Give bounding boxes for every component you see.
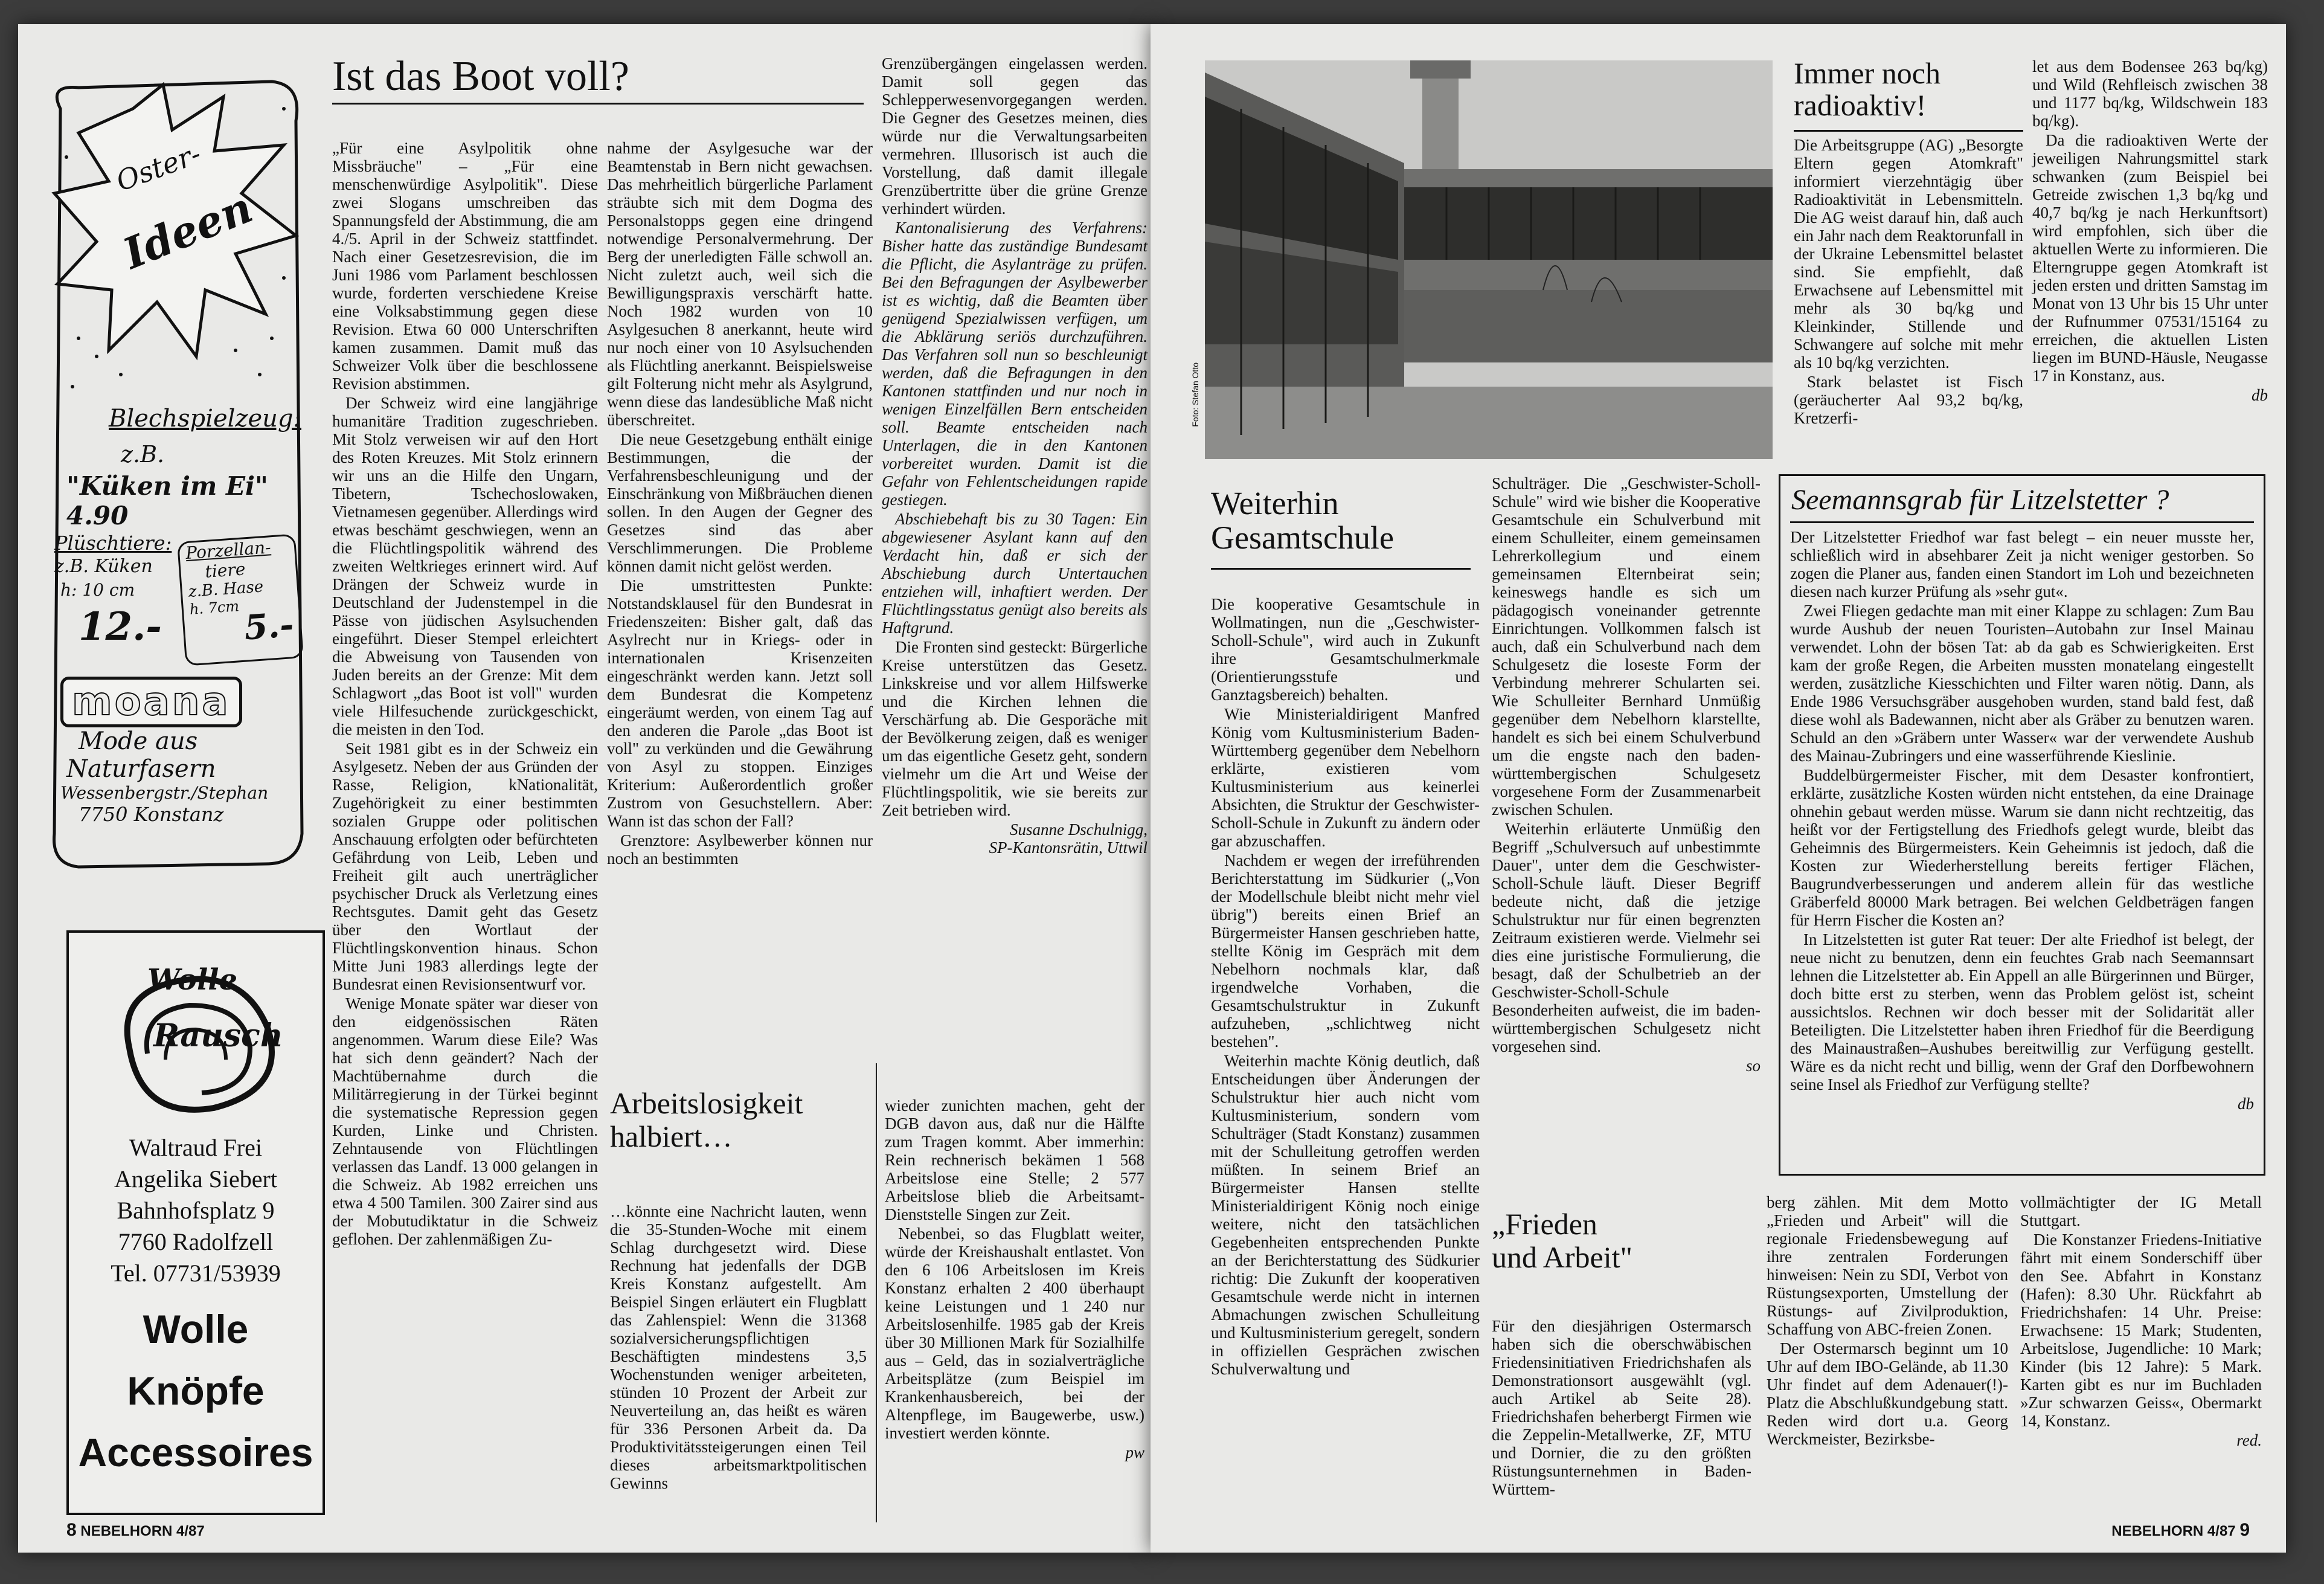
frieden-sign: red. [2236,1431,2262,1449]
easter-title-1: Oster- [112,137,205,198]
school-building-image [1205,60,1773,459]
boot-headline-rule [332,103,864,105]
arbeit-sign: pw [1125,1443,1144,1461]
moana-line-2: Naturfasern [66,755,216,783]
arbeit-headline-1: Arbeitslosigkeit [610,1086,803,1120]
boot-column-2 [607,139,873,869]
right-footer [2111,1520,2250,1541]
moana-box [60,677,290,858]
left-page-number: 8 [66,1520,77,1540]
boot-column-1 [332,139,598,1249]
radio-c1-p1: Die Arbeitsgruppe (AG) „Besorgte Eltern gegen Atomkraft" informiert vierzehntägig über Radioaktivität in Lebensmitteln. Die AG weist darauf hin, daß auch ein Jahr nach dem Reaktorunfall in der Ukraine Lebensmittel belastet sind. Sie empfiehlt, daß Erwachsene auf Lebensmittel mit mehr als 30 bq/kg und Kleinkinder, Stillende und Schwangere auf solche mit mehr als 10 bq/kg verzichten. [1794,136,2023,372]
plush-1: Plüschtiere: [54,532,172,555]
seemann-p2: Zwei Fliegen gedachte man mit einer Klappe zu schlagen: Zum Bau wurde Aushub der neuen Touristen–Autobahn zur Insel Mainau verwendet. Lohn der bösen Tat: ab da gab es Schwierigkeiten. Erst kam der große Regen, die Arbeiten mussten monatelang eingestellt werden, zusätzliche Kiesschichten und Filter waren nötig. Dann, als Ende 1986 Versuchsgräber ausgehoben wurden, stand bald fest, daß diese wohl als Badewannen, nicht aber als Gräber zu benutzen waren. Schuld an den »Gräbern unter Wasser« war der verwendete Aushub des Mainau-Zubringers und eine wasserführende Kieslinie. [1790,602,2254,765]
radio-sign: db [2252,386,2268,404]
frieden-c2-p2: Der Ostermarsch beginnt um 10 Uhr auf dem IBO-Gelände, ab 11.30 Uhr findet auf dem Adenauer(!)-Platz die Abschlußkundgebung statt. Reden wird dort u.a. Georg Werckmeister, Bezirksbe- [1767,1339,2008,1448]
radio-column-2 [2032,57,2268,404]
arbeit-column-1 [610,1202,867,1493]
frieden-headline-1: „Frieden [1492,1207,1597,1241]
right-magazine-name: NEBELHORN 4/87 [2111,1523,2236,1539]
seemann-body [1780,523,2264,1113]
frieden-headline-2: und Arbeit" [1492,1240,1632,1274]
moana-line-4: 7750 Konstanz [79,803,224,826]
arbeit-c2-p1: wieder zunichten machen, geht der DGB davon aus, daß nur die Hälfte zum Tragen kommt. Aber immerhin: Rein rechnerisch bekämen 1 568 Arbeitslose eine Stelle; 2 577 Arbeitslose blieb die Arbeitsamt-Dienststelle Singen zur Zeit. [885,1096,1144,1223]
wool-street: Bahnhofsplatz 9 [117,1197,275,1224]
right-page-number: 9 [2239,1520,2250,1540]
school-headline-2: Gesamtschule [1211,520,1394,556]
school-c1-p1: Die kooperative Gesamtschule in Wollmatingen, nun die „Geschwister-Scholl-Schule", wird auch in Zukunft ihre Gesamtschulmerkmale (Orientierungsstufe und Ganztagsbereich) behalten. [1211,595,1480,704]
school-c1-p4: Weiterhin machte König deutlich, daß Entscheidungen über Änderungen der Schulstruktur hier auch nicht vom Kultusministerium, sondern vom Schulträger (Stadt Konstanz) zusammen mit der Schulleitung getroffen werden müßten. In seinem Brief an Bürgermeister Hansen stellte Ministerialdirigent König noch einige weitere, nicht den tatsächlichen Gegebenheiten entsprechenden Punkte an der Berichterstattung des Südkurier richtig: Die Zukunft der kooperativen Gesamtschule werde nicht in internen Abmachungen zwischen Schulleitung und Kultusministerium geregelt, sondern in offiziellen Gesprächen zwischen Schulverwaltung und [1211,1052,1480,1378]
wool-logo-2: Rausch [153,1017,283,1054]
seemann-p4: In Litzelstetten ist guter Rat teuer: Der alte Friedhof ist belegt, der neue nicht zu benutzen, denn ein feuchtes Grab nach Seemannsart lehnen die Litzelstetter ab. Ein Appell an alle Bürgerinnen und Bürger, doch bitte erst zu sterben, wenn das Problem gelöst ist, scheint aussichtslos. Rechnen wir doch besser mit der Solidarität aller Beteiligten. Die Litzelstetter haben ihren Friedhof für die Beerdigung des Mainaustraßen–Aushubes bereitwillig zur Verfügung gestellt. Wäre es da nicht recht und billig, wenn der Graf den Dorfbewohnern seine Insel als Friedhof zur Verfügung stellte? [1790,930,2254,1093]
boot-c2-p1: nahme der Asylgesuche war der Beamtenstab in Bern nicht gewachsen. Das mehrheitlich bürgerliche Parlament sträubte sich mit dem Dogma des Personalstopps gegen eine dringend notwendige Personalvermehrung. Der Berg der unerledigten Fälle schwoll an. Nicht zuletzt auch, weil sich die Bewilligungspraxis verschärft hatte. Noch 1982 wurden von 10 Asylgesuchen 8 anerkannt, heute wird nur noch einer von 10 Asylsuchenden als Flüchtling anerkannt. Beispielsweise gilt Folterung nicht mehr als Asylgrund, wenn diese das landesübliche Maß nicht überschreitet. [607,139,873,429]
boot-c2-p4: Grenztore: Asylbewerber können nur noch an bestimmten [607,831,873,868]
boot-c2-p3: Die umstrittesten Punkte: Notstandsklausel für den Bundesrat in Friedenszeiten: Bisher galt, daß das Asylrecht nur in Kriegs- oder in internationalen Krisenzeiten eingeschränkt werden kann. Jetzt soll dem Bundesrat die Kompetenz eingeräumt werden, von einem Tag auf den anderen die Parole „das Boot ist voll" zu verkünden und die Gewährung von Asyl zu stoppen. Einziges Kriterium: Außerordentlich großer Zustrom von Gesuchstellern. Aber: Wann ist das schon der Fall? [607,576,873,830]
porcelain-4: h. 7cm [188,597,240,618]
radio-c2-p2: Da die radioaktiven Werte der jeweiligen Nahrungsmittel stark schwanken (zum Beispiel bei Getreide zwischen 1,3 bq/kg und 40,7 bq/kg je nach Herkunftsort) wird empfohlen, sich über die aktuellen Werte zu informieren. Die Elterngruppe gegen Atomkraft ist jeden ersten und dritten Samstag im Monat von 13 Uhr bis 15 Uhr unter der Rufnummer 07531/15164 zu erreichen, die aktuellen Listen liegen im BUND-Häusle, Neugasse 17 in Konstanz, aus. [2032,131,2268,385]
school-headline-1: Weiterhin [1211,485,1339,521]
radio-c2-p1: let aus dem Bodensee 263 bq/kg) und Wild (Rehfleisch zwischen 38 und 1177 bq/kg, Wildschwein 183 bq/kg). [2032,57,2268,130]
arbeit-left-rule [876,1063,877,1522]
left-footer [66,1520,205,1541]
photo-credit: Foto: Stefan Otto [1190,362,1200,427]
boot-c1-p1: „Für eine Asylpolitik ohne Missbräuche" – „Für eine menschenwürdige Asylpolitik". Diese zwei Slogans umschreiben das Spannungsfeld der Abstimmung, die am 4./5. April in der Schweiz stattfindet. Nach einer Gesetzesrevision, die im Juni 1986 vom Parlament beschlossen wurde, forderten verschiedene Kreise eine Volksabstimmung gegen diese Revision. Etwa 60 000 Unterschriften kamen zusammen. Damit muß das Schweizer Volk über die beschlossene Revision abstimmen. [332,139,598,393]
porcelain-1: Porzellan- [185,537,272,564]
school-c1-p2: Wie Ministerialdirigent Manfred König vom Kultusministerium Baden-Württemberg gegenüber dem Nebelhorn erklärte, existieren vom Kultusministerium aus keinerlei Absichten, die Struktur der Geschwister-Scholl-Schule in Zukunft zu ändern oder gar abzuschaffen. [1211,705,1480,850]
frieden-column-2 [1767,1193,2008,1449]
school-headline-rule [1211,568,1471,570]
boot-headline: Ist das Boot voll? [332,53,629,100]
moana-line-1: Mode aus [79,727,198,755]
boot-c1-p4: Wenige Monate später war dieser von den eidgenössischen Räten angenommen. Warum diese Eile? Was hat sich denn geändert? Nach der Machtübernahme durch die Militärregierung in der Türkei beginnt die systematische Repression gegen Kurden, Linke und Christen. Zehntausende von Flüchtlingen verlassen das Landf. 13 000 gelangen in die Schweiz. Ab 1982 erreichen uns etwa 4 500 Tamilen. 300 Zairer sind aus der Mobutudiktatur in die Schweiz geflohen. Der zahlenmäßigen Zu- [332,994,598,1248]
wool-tel: Tel. 07731/53939 [111,1260,281,1287]
seemann-p3: Buddelbürgermeister Fischer, mit dem Desaster konfrontiert, erklärte, zusätzliche Kosten würden nicht entstehen, da eine Drainage ohnehin gebaut werden müsse. Warum sie dann nicht rechtzeitig, das heißt vor der Fertigstellung des Friedhofs gelegt wurde, bleibt das Geheimnis des Bürgermeisters. Kein Geheimnis ist jedoch, daß die Kosten zur Wiederherstellung bereits fertiger Flächen, Baugrundverbesserungen und anderem allein für das westliche Gräberfeld 80000 Mark betragen. Bei welchen Geldbeträgen fangen für Herrn Fischer die Kosten an? [1790,766,2254,929]
boot-c3-p3: Abschiebehaft bis zu 30 Tagen: Ein abgewiesener Asylant kann auf den Verdacht hin, daß er sich der Abschiebung durch Untertauchen entziehen will, inhaftiert werden. Der Flüchtlingsstatus genügt also bereits als Haftgrund. [882,510,1148,637]
wool-product-2: Knöpfe [127,1368,265,1413]
school-c2-p2: Weiterhin erläuterte Unmüßig den Begriff „Schulversuch auf unbestimmte Dauer", unter dem die Geschwister-Scholl-Schule läuft. Dieser Begriff bedeute nicht, daß die jetzige Schulstruktur nur für einen begrenzten Zeitraum existieren werde. Vielmehr sei dies eine juristische Formulierung, die besagt, daß der Schulbetrieb an der Geschwister-Scholl-Schule Besonderheiten aufweist, die im baden-württembergischen Schulgesetz nicht vorgesehen sind. [1492,820,1761,1055]
boot-c2-p2: Die neue Gesetzgebung enthält einige Bestimmungen, die der Verfahrensbeschleunigung und der Einschränkung von Mißbräuchen dienen sollen. In den Augen der Gegner des Gesetzes sind das aber Verschlimmerungen. Die Probleme können damit nicht gelöst werden. [607,430,873,575]
wool-product-1: Wolle [143,1307,249,1351]
boot-c1-p3: Seit 1981 gibt es in der Schweiz ein Asylgesetz. Neben der aus Gründen der Rasse, Religion, kNationalität, Zugehörigkeit zu einer bestimmten sozialen Gruppe oder politischen Anschauung erfolgten oder befürchteten Gefährdung von Leib, Leben und Freiheit gilt auch unerträglicher psychischer Druck als Verletzung eines Rechtsgutes. Damit geht das Gesetz über den Wortlaut der Flüchtlingskonvention hinaus. Schon Mitte Juni 1983 allerdings legte der Bundesrat einen Revisionsentwurf vor. [332,739,598,993]
seemann-headline: Seemannsgrab für Litzelstetter ? [1791,484,2169,516]
boot-c1-p2: Der Schweiz wird eine langjährige humanitäre Tradition zugeschrieben. Mit Stolz verweisen wir auf den Hort des Roten Kreuzes. Mit Stolz erinnern wir uns an die Hilfe den Ungarn, Tibetern, Tschechoslowaken, Vietnamesen gegenüber. Allerdings wird etwas beschämt geschwiegen, wenn an die Flüchtlingspolitik während des zweiten Weltkrieges erinnert wird. Auf Drängen der Schweiz wurde in Deutschland der Judenstempel in die Pässe von jüdischen Asylsuchenden eingeführt. Dieser Stempel erleichtert die Abweisung von Tausenden von Juden bereits an der Grenze: Mit dem Schlagwort „das Boot ist voll" wurden viele Hilfesuchende zurückgeschickt, die meisten in den Tod. [332,394,598,738]
easter-title-2: Ideen [116,182,260,279]
seemann-p1: Der Litzelstetter Friedhof war fast belegt – ein neuer musste her, schließlich wird in absehbarer Zeit ja nicht weniger gestorben. So zogen die Planer aus, fanden einen Standort im Loh und bezeichneten diesen nach kurzer Prüfung als »sehr gut«. [1790,528,2254,600]
radio-headline-2: radioaktiv! [1794,88,1927,122]
left-page [18,24,1154,1553]
easter-line-3: "Küken im Ei" 4.90 [66,471,268,530]
moana-logo: moana [60,677,242,727]
arbeit-headline-2: halbiert… [610,1119,733,1153]
school-c1-p3: Nachdem er wegen der irreführenden Berichterstattung im Südkurier („Von der Modellschule bleibt nicht mehr viel übrig") bereits einen Brief an Bürgermeister Hansen geschrieben hatte, stellte König im Gespräch mit dem Nebelhorn nochmals klar, daß irgendwelche Vorhaben, die Gesamtschulstruktur in Zukunft aufzuheben, „schlichtweg nicht bestehen". [1211,851,1480,1051]
radio-c1-p2: Stark belastet ist Fisch (geräucherter Aal 93,2 bq/kg, Kretzerfi- [1794,373,2023,427]
boot-c3-p2: Kantonalisierung des Verfahrens: Bisher hatte das zuständige Bundesamt die Pflicht, die Asylanträge zu prüfen. Bei den Befragungen der Asylbewerber ist es wichtig, daß die Beamten über genügend Spezialwissen verfügen, um die Abklärung seriös durchzuführen. Das Verfahren soll nun so beschleunigt werden, daß die Befragungen in den Kantonen stattfinden und nur noch in wenigen Einzelfällen Bern entscheiden soll. Beamte entscheiden nach Unterlagen, die in den Kantonen vorbereitet wurden. Damit ist die Gefahr von Fehlentscheidungen rapide gestiegen. [882,219,1148,509]
boot-c3-p4: Die Fronten sind gesteckt: Bürgerliche Kreise unterstützen das Gesetz. Linkskreise und vor allem Hilfswerke und die Kirchen lehnen die Verschärfung ab. Die Gesporäche mit der Bevölkerung zeigen, daß es weniger um das eigentliche Gesetz geht, sondern vielmehr um die Art und Weise der Flüchtlingspolitik, wie sie bereits zur Zeit betrieben wird. [882,638,1148,819]
frieden-c3-p2: Die Konstanzer Friedens-Initiative fährt mit einem Sonderschiff über den See. Abfahrt in Konstanz (Hafen): 8.30 Uhr. Rückfahrt ab Friedrichshafen: 14 Uhr. Preise: Erwachsene: 15 Mark; Studenten, Arbeitslose, Jugendliche: 10 Mark; Kinder (bis 12 Jahre): 5 Mark. Karten gibt es nur im Buchladen »Zur schwarzen Geiss«, Obermarkt 14, Konstanz. [2020,1231,2262,1430]
easter-ad [42,72,308,876]
porcelain-3: z.B. Hase [187,578,265,601]
boot-author-role: SP-Kantonsrätin, Uttwil [989,839,1148,857]
moana-line-3: Wessenbergstr./Stephan [60,783,269,803]
left-magazine-name: NEBELHORN 4/87 [80,1523,205,1539]
wool-name-2: Angelika Siebert [114,1165,277,1193]
plush-2: z.B. Küken [54,556,153,577]
school-c2-p1: Schulträger. Die „Geschwister-Scholl-Schule" wird wie bisher die Kooperative Gesamtschule ein Schulverbund mit einem Schulleiter, einem gemeinsamen Lehrerkollegium und einem gemeinsamen Elternbeirat sein; keineswegs handle es sich um pädagogisch voneinander getrennte Einrichtungen. Vollkommen falsch ist auch, daß ein Schulverbund nach dem Schulgesetz die loseste Form der Verbindung mehrerer Schularten sei. Wie Schulleiter Bernhard Unmüßig gegenüber dem Nebelhorn klarstellte, handelt es sich bei einem Schulverbund um die engste nach den baden-württembergischen Schulgesetz vorgesehene Form der Zusammenarbeit zwischen Schulen. [1492,474,1761,819]
frieden-c2-p1: berg zählen. Mit dem Motto „Frieden und Arbeit" will die regionale Friedensbewegung auf ihre zentralen Forderungen hinweisen: Nein zu SDI, Verbot von Rüstungsexporten, Umstellung der Rüstungs- auf Zivilproduktion, Schaffung von ABC-freien Zonen. [1767,1193,2008,1338]
school-column-2 [1492,474,1761,1075]
seemann-sign: db [2238,1095,2254,1113]
radio-headline-1: Immer noch [1794,56,1940,90]
school-sign: so [1745,1057,1761,1075]
porcelain-2: tiere [204,559,246,582]
frieden-c3-p1: vollmächtigter der IG Metall Stuttgart. [2020,1193,2262,1229]
frieden-c1-p1: Für den diesjährigen Ostermarsch haben sich die oberschwäbischen Friedensinitiativen Friedrichshafen als Demonstrationsort ausgewählt (vgl. auch Artikel ab Seite 28). Friedrichshafen beherbergt Firmen wie die Zeppelin-Metallwerke, ZF, MTU und Dornier, die zu den größten Rüstungsunternehmen in Baden-Württem- [1492,1317,1751,1498]
radio-column-1 [1794,136,2023,428]
wool-logo [105,957,286,1120]
radio-headline-rule [1794,130,2023,132]
wool-logo-1: Wolle [147,963,238,997]
wool-name-1: Waltraud Frei [129,1134,263,1161]
porcelain-box [177,533,304,666]
boot-c3-p1: Grenzübergängen eingelassen werden. Damit soll gegen das Schlepperwesenvorgegangen werden. Die Gegner des Gesetzes meinen, dies würde nur die Verwaltungsarbeiten vermehren. Illusorisch ist auch die Vorstellung, daß damit illegale Grenzübertritte über die grüne Grenze verhindert würden. [882,54,1148,217]
boot-author: Susanne Dschulnigg, [1010,820,1148,839]
boot-column-3 [882,54,1148,857]
easter-line-1: Blechspielzeug: [109,405,302,433]
arbeit-column-2 [885,1096,1144,1461]
arbeit-c1-p1: …könnte eine Nachricht lauten, wenn die 35-Stunden-Woche mit einem Schlag durchgesetzt wird. Diese Rechnung hat jedenfalls der DGB Kreis Konstanz aufgestellt. Am Beispiel Singen erläutert ein Flugblatt das Zahlenspiel: Wenn die 31368 sozialversicherungspflichtigen Beschäftigten mindestens 3,5 Wochenstunden weniger arbeiteten, stünden 10 Prozent der Arbeit zur Neuverteilung an, das heißt es wären für 336 Personen Arbeit da. Da Produktivitätssteigerungen einen Teil dieses arbeitsmarktpolitischen Gewinns [610,1202,867,1492]
arbeit-c2-p2: Nebenbei, so das Flugblatt weiter, würde der Kreishaushalt entlastet. Von den 6 106 Arbeitslosen im Kreis Konstanz erhalten 2 400 überhaupt keine Leistungen und 1 240 nur Arbeitslosenhilfe. 1985 gab der Kreis über 30 Millionen Mark für Sozialhilfe aus – Geld, das in sozialverträgliche Arbeitsplätze (zum Beispiel im Krankenhausbereich, bei der Altenpflege, im Baugewerbe, usw.) investiert werden könnte. [885,1225,1144,1442]
porcelain-price: 5.- [243,605,295,648]
wool-product-3: Accessoires [78,1430,313,1475]
school-column-1 [1211,595,1480,1379]
seemann-box [1779,474,2265,1176]
plush-3: h: 10 cm [60,580,135,600]
frieden-column-1 [1492,1317,1751,1499]
wool-ad [66,930,325,1515]
right-page [1151,24,2286,1553]
school-photo [1205,60,1773,459]
frieden-column-3 [2020,1193,2262,1449]
plush-price: 12.- [79,604,162,649]
wool-city: 7760 Radolfzell [118,1228,274,1255]
easter-line-2: z.B. [121,441,165,468]
